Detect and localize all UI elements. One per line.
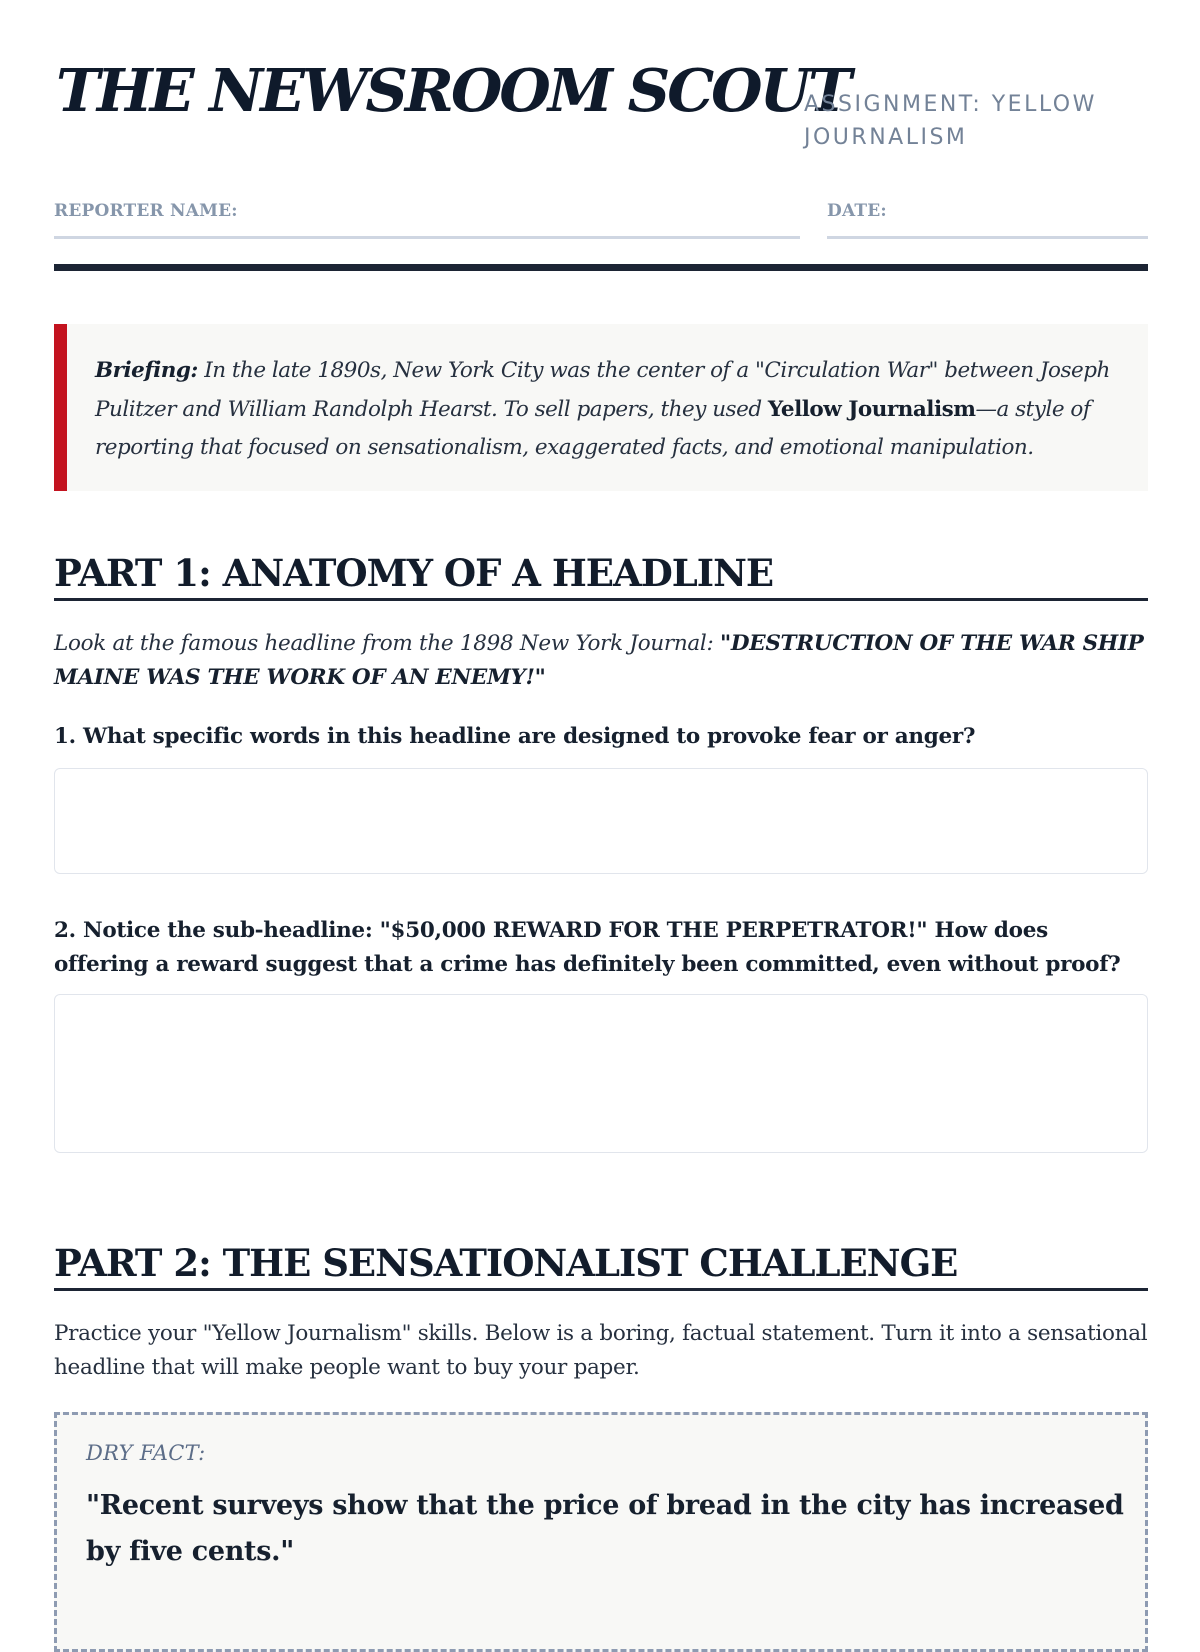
assignment-label: ASSIGNMENT: YELLOW JOURNALISM	[804, 92, 1097, 150]
answer-box-1[interactable]	[54, 768, 1148, 874]
question-1: 1. What specific words in this headline are designed to provoke fear or anger?	[54, 724, 976, 749]
briefing-text	[95, 352, 1125, 468]
date-field[interactable]	[827, 198, 1148, 239]
answer-box-2[interactable]	[54, 994, 1148, 1153]
briefing-box	[54, 324, 1148, 491]
part-2-intro: Practice your "Yellow Journalism" skills. Below is a boring, factual statement. Turn it into a sensational headline that will make people want to buy your paper.	[54, 1321, 1148, 1380]
reporter-name-field[interactable]	[54, 198, 800, 239]
dry-fact-label: DRY FACT:	[86, 1441, 206, 1465]
reporter-name-label: REPORTER NAME:	[54, 201, 238, 221]
briefing-term: Yellow Journalism	[767, 396, 976, 422]
briefing-text-part-2: —a style of reporting that focused on sensationalism, exaggerated facts, and emotional manipulation.	[95, 396, 1091, 460]
famous-headline-quote: "DESTRUCTION OF THE WAR SHIP MAINE WAS THE WORK OF AN ENEMY!"	[54, 631, 1144, 690]
part-2-title: PART 2: THE SENSATIONALIST CHALLENGE	[54, 1240, 1148, 1291]
masthead	[54, 54, 1148, 164]
header-divider	[54, 264, 1148, 271]
part-1-intro	[54, 627, 1148, 694]
part-1-title: PART 1: ANATOMY OF A HEADLINE	[54, 550, 1148, 601]
part-1-intro-text: Look at the famous headline from the 1898 New York Journal:	[54, 631, 720, 656]
question-2: 2. Notice the sub-headline: "$50,000 REWARD FOR THE PERPETRATOR!" How does offering a reward suggest that a crime has definitely been committed, even without proof?	[54, 918, 1121, 977]
dry-fact-statement: "Recent surveys show that the price of bread in the city has increased by five cents."	[86, 1490, 1124, 1567]
dry-fact-box	[54, 1412, 1148, 1652]
briefing-text-part-1: In the late 1890s, New York City was the center of a "Circulation War" between Joseph Pulitzer and William Randolph Hearst. To sell papers, they used	[95, 358, 1110, 422]
meta-row	[54, 198, 1148, 238]
newspaper-title: THE NEWSROOM SCOUT	[56, 56, 849, 125]
date-label: DATE:	[827, 201, 887, 221]
briefing-label: Briefing:	[95, 358, 198, 383]
